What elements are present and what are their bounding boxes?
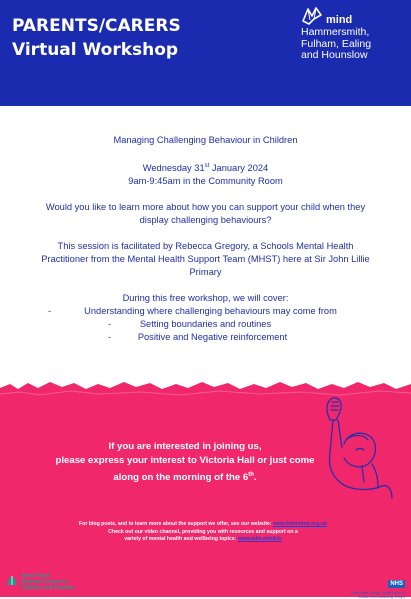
cta-line-2: please express your interest to Victoria Hall or just come <box>55 455 315 466</box>
nhs-badge: NHS <box>390 581 403 587</box>
page-title <box>12 14 181 62</box>
title-line-1: PARENTS/CARERS <box>12 16 181 36</box>
brand-line-3: and Hounslow <box>301 49 368 61</box>
cover-heading: During this free workshop, we will cover: <box>122 293 289 304</box>
mind-wordmark: mind <box>326 14 353 26</box>
af-line-2: National Centre for <box>21 578 68 585</box>
event-date: Wednesday 31st January 2024 <box>142 163 269 174</box>
cta-line-1: If you are interested in joining us, <box>108 441 262 452</box>
brand-line-2: Fulham, Ealing <box>301 37 372 50</box>
mind-bird-icon <box>301 6 323 26</box>
nhs-line-1: North West London Collaboration of <box>351 591 405 595</box>
event-details <box>0 134 411 344</box>
intro-question: Would you like to learn more about how you can support your child when they display challenging behaviours? <box>45 202 366 226</box>
title-line-2: Virtual Workshop <box>12 40 179 60</box>
info-text <box>30 521 376 544</box>
contact-section <box>0 380 411 597</box>
list-item: - Understanding where challenging behaviours may come from <box>48 306 337 317</box>
brand-line-1: Hammersmith, <box>301 26 370 38</box>
info-line-1: For blog posts, and to learn more about the support we offer, see our website: www.hfehmind.org.uk <box>79 521 327 527</box>
info-line-3: variety of mental health and wellbeing topics: www.mhe.mind.tv <box>124 536 282 543</box>
topic-list <box>0 305 411 344</box>
anna-freud-logo <box>6 574 75 591</box>
facilitator-text: This session is facilitated by Rebecca Gregory, a Schools Mental Health Practitioner from the Mental Health Support Team (MHST) here at Sir John Lillie Primary <box>41 241 370 278</box>
anna-freud-icon <box>6 574 18 588</box>
list-item: - Setting boundaries and routines <box>108 319 272 330</box>
list-item: - Positive and Negative reinforcement <box>108 332 288 343</box>
info-line-2: Check out our video channel, providing you with resources and support on a <box>108 528 298 535</box>
event-title: Managing Challenging Behaviour in Children <box>113 135 298 145</box>
website-link[interactable]: www.hfehmind.org.uk <box>272 521 327 527</box>
af-line-3: Children and Families <box>21 584 75 591</box>
event-time-place: 9am-9:45am in the Community Room <box>128 176 283 187</box>
mind-logo <box>291 6 403 62</box>
video-channel-link[interactable]: www.mhe.mind.tv <box>237 536 282 543</box>
nhs-line-2: Clinical Commissioning Groups <box>357 595 405 599</box>
header-banner <box>0 0 411 106</box>
nhs-logo <box>325 572 405 599</box>
af-line-1: Anna Freud <box>21 573 50 579</box>
cta-line-3: along on the morning of the 6th. <box>113 472 257 484</box>
cta-text <box>20 440 350 485</box>
